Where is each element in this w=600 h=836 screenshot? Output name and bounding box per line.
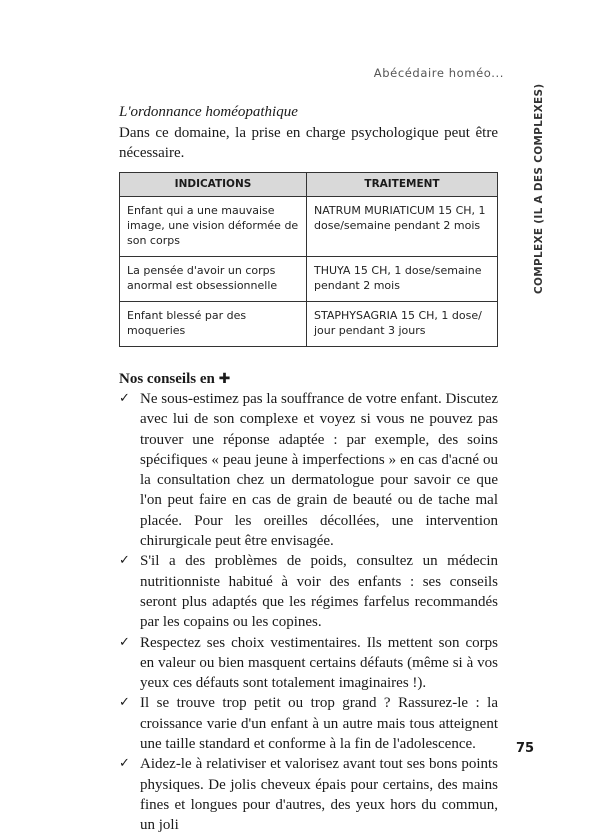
- checkmark-icon: ✓: [119, 553, 130, 569]
- table-cell-treatment: NATRUM MURIATICUM 15 CH, 1 dose/semaine pendant 2 mois: [307, 197, 498, 257]
- intro-paragraph: Dans ce domaine, la prise en charge psychologique peut être nécessaire.: [119, 125, 498, 161]
- list-item-text: S'il a des problèmes de poids, consultez un médecin nutritionniste habitué à voir des enfants : ses conseils seront plus adaptés que les régimes farfelus recommandés par les copains ou les copines.: [140, 553, 498, 631]
- table-cell-treatment: THUYA 15 CH, 1 dose/semaine pendant 2 mois: [307, 257, 498, 302]
- page-number: 75: [516, 741, 535, 756]
- column-header-indications: INDICATIONS: [120, 173, 307, 197]
- list-item: [119, 633, 498, 694]
- advice-section: [119, 369, 498, 836]
- table-cell-treatment: STAPHYSAGRIA 15 CH, 1 dose/ jour pendant 3 jours: [307, 302, 498, 347]
- advice-list: [119, 389, 498, 836]
- table-cell-indication: Enfant blessé par des moqueries: [120, 302, 307, 347]
- chapter-side-tab: [533, 83, 553, 294]
- list-item-text: Il se trouve trop petit ou trop grand ? Rassurez-le : la croissance varie d'un enfant à un autre mais tous atteignent une taille standard et conforme à la fin de l'adolescence.: [140, 695, 498, 753]
- table-row: [120, 197, 498, 257]
- plus-icon: ✚: [218, 371, 231, 387]
- chapter-side-tab-label: COMPLEXE (IL A DES COMPLEXES): [533, 83, 545, 294]
- list-item: [119, 389, 498, 551]
- column-header-traitement: TRAITEMENT: [307, 173, 498, 197]
- checkmark-icon: ✓: [119, 756, 130, 772]
- list-item-text: Aidez-le à relativiser et valorisez avant tout ses bons points physiques. De jolis cheveux épais pour certains, des mains fines et longues pour d'autres, des yeux hors du commun, un joli: [140, 756, 498, 834]
- checkmark-icon: ✓: [119, 391, 130, 406]
- page-content: [119, 103, 498, 836]
- table-header-row: [120, 173, 498, 197]
- list-item-text: Respectez ses choix vestimentaires. Ils mettent son corps en valeur ou bien masquent certains défauts (même si à vos yeux ces défauts sont totalement imaginaires !).: [140, 634, 498, 692]
- list-item-text: Ne sous-estimez pas la souffrance de votre enfant. Discutez avec lui de son complexe et voyez si vous ne pouvez pas trouver une réponse adaptée : par exemple, des soins spécifiques « peau jeune à imperfections » en cas d'acné ou la consultation chez un dermatologue pour savoir ce que l'on peut faire en cas de grain de beauté ou de tache mal placée. Pour les oreilles décollées, une intervention chirurgicale peut être envisagée.: [140, 391, 498, 550]
- checkmark-icon: ✓: [119, 695, 130, 711]
- list-item: [119, 551, 498, 632]
- table-row: [120, 302, 498, 347]
- list-item: [119, 754, 498, 835]
- table-cell-indication: Enfant qui a une mauvaise image, une vision déformée de son corps: [120, 197, 307, 257]
- advice-title: [119, 369, 498, 389]
- list-item: [119, 693, 498, 754]
- checkmark-icon: ✓: [119, 634, 130, 650]
- advice-title-text: Nos conseils en: [119, 371, 215, 387]
- table-row: [120, 257, 498, 302]
- table-cell-indication: La pensée d'avoir un corps anormal est obsessionnelle: [120, 257, 307, 302]
- prescription-table: [119, 172, 498, 347]
- running-header: Abécédaire homéo...: [373, 66, 504, 80]
- section-title: L'ordonnance homéopathique: [119, 104, 298, 120]
